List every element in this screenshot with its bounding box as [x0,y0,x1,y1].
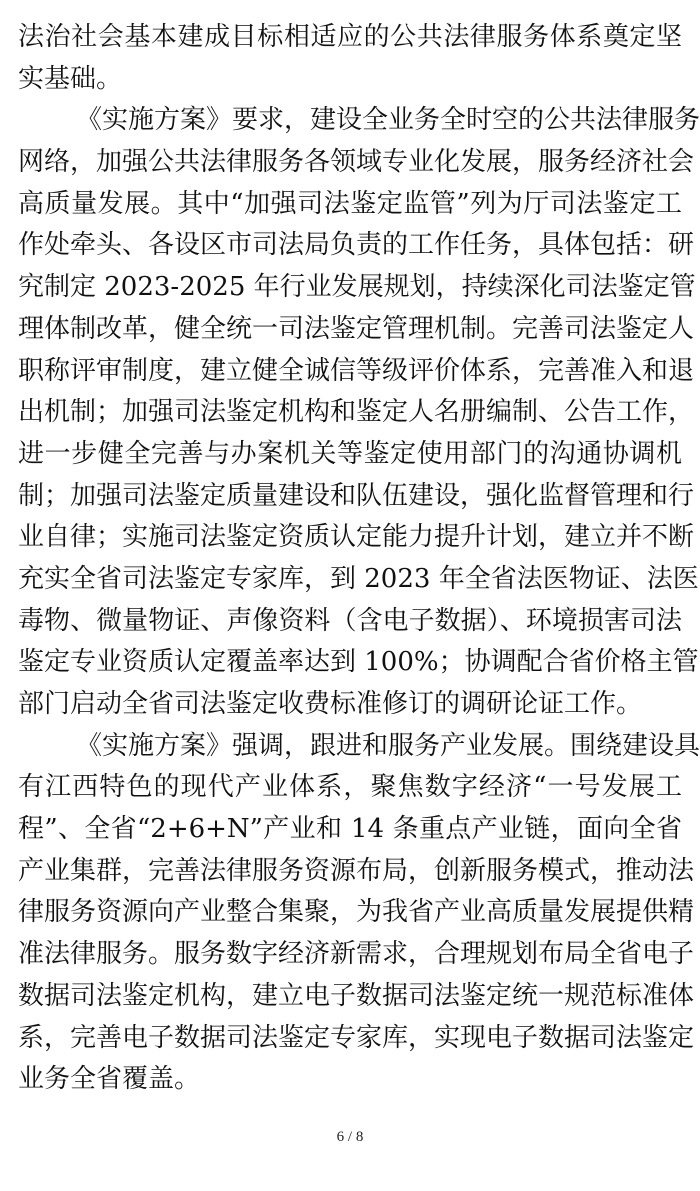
text-line: 产业集群，完善法律服务资源布局，创新服务模式，推动法 [18,855,695,886]
text-line: 充实全省司法鉴定专家库，到 2023 年全省法医物证、法医 [18,563,699,594]
text-line: 部门启动全省司法鉴定收费标准修订的调研论证工作。 [18,689,643,719]
text-line: 出机制；加强司法鉴定机构和鉴定人名册编制、公告工作， [18,397,695,428]
text-line: 鉴定专业资质认定覆盖率达到 100%；协调配合省价格主管 [18,647,699,678]
text-line: 《实施方案》要求，建设全业务全时空的公共法律服务 [76,105,700,136]
text-line: 高质量发展。其中“加强司法鉴定监管”列为厅司法鉴定工 [18,188,682,219]
text-line: 制；加强司法鉴定质量建设和队伍建设，强化监督管理和行 [18,480,695,511]
text-line: 业自律；实施司法鉴定资质认定能力提升计划，建立并不断 [18,522,695,553]
text-line: 律服务资源向产业整合集聚，为我省产业高质量发展提供精 [18,897,695,928]
text-line: 程”、全省“2+6+N”产业和 14 条重点产业链，面向全省 [18,814,682,845]
text-line: 有江西特色的现代产业体系，聚焦数字经济“一号发展工 [18,772,682,803]
page-number: 6 / 8 [336,1129,364,1145]
text-line: 《实施方案》强调，跟进和服务产业发展。围绕建设具 [76,730,700,761]
text-line: 网络，加强公共法律服务各领域专业化发展，服务经济社会 [18,147,695,178]
document-body [18,17,700,1101]
text-line: 业务全省覆盖。 [18,1064,201,1095]
text-line: 毒物、微量物证、声像资料（含电子数据）、环境损害司法 [18,605,682,636]
text-line: 理体制改革，健全统一司法鉴定管理机制。完善司法鉴定人 [18,313,695,344]
text-line: 作处牵头、各设区市司法局负责的工作任务，具体包括：研 [18,230,695,261]
text-line: 准法律服务。服务数字经济新需求，合理规划布局全省电子 [18,939,695,970]
text-line: 数据司法鉴定机构，建立电子数据司法鉴定统一规范标准体 [18,980,695,1011]
text-line: 究制定 2023-2025 年行业发展规划，持续深化司法鉴定管 [18,272,696,303]
text-line: 实基础。 [18,63,123,94]
text-line: 系，完善电子数据司法鉴定专家库，实现电子数据司法鉴定 [18,1022,695,1053]
text-line: 职称评审制度，建立健全诚信等级评价体系，完善准入和退 [18,355,695,386]
text-line: 进一步健全完善与办案机关等鉴定使用部门的沟通协调机 [18,438,682,469]
text-line: 法治社会基本建成目标相适应的公共法律服务体系奠定坚 [18,22,682,52]
